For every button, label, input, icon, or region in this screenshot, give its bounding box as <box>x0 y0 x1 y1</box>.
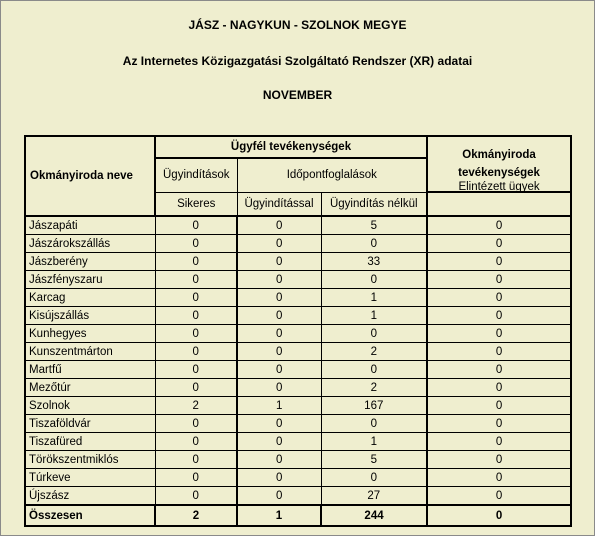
table-row <box>25 451 571 469</box>
elintezett-cell: 0 <box>427 361 571 379</box>
sikeres-cell: 0 <box>155 271 237 289</box>
office-name-cell: Kisújszállás <box>25 307 155 325</box>
total-elintezett: 0 <box>427 505 571 526</box>
ugyinditassal-cell: 0 <box>237 469 321 487</box>
header-office-activities: Okmányiroda tevékenységek <box>427 136 571 192</box>
office-name-cell: Tiszaföldvár <box>25 415 155 433</box>
ugyinditassal-cell: 0 <box>237 271 321 289</box>
office-name-cell: Törökszentmiklós <box>25 451 155 469</box>
office-name-cell: Jászfényszaru <box>25 271 155 289</box>
office-name-cell: Tiszafüred <box>25 433 155 451</box>
sikeres-cell: 0 <box>155 433 237 451</box>
elintezett-cell: 0 <box>427 253 571 271</box>
office-name-cell: Túrkeve <box>25 469 155 487</box>
header-office-name: Okmányiroda neve <box>25 136 155 216</box>
ugyinditassal-cell: 0 <box>237 451 321 469</box>
ugyinditas-nelkul-cell: 2 <box>321 343 427 361</box>
total-ugyinditassal: 1 <box>237 505 321 526</box>
sikeres-cell: 0 <box>155 307 237 325</box>
ugyinditassal-cell: 0 <box>237 487 321 506</box>
sikeres-cell: 0 <box>155 379 237 397</box>
sikeres-cell: 0 <box>155 469 237 487</box>
ugyinditas-nelkul-cell: 33 <box>321 253 427 271</box>
sikeres-cell: 0 <box>155 289 237 307</box>
report-subtitle: Az Internetes Közigazgatási Szolgáltató Rendszer (XR) adatai <box>122 54 473 68</box>
office-name-cell: Kunhegyes <box>25 325 155 343</box>
elintezett-cell: 0 <box>427 397 571 415</box>
sikeres-cell: 0 <box>155 253 237 271</box>
total-ugyinditas-nelkul: 244 <box>321 505 427 526</box>
elintezett-cell: 0 <box>427 433 571 451</box>
ugyinditas-nelkul-cell: 2 <box>321 379 427 397</box>
header-client-activities: Ügyfél tevékenységek <box>155 136 427 158</box>
sikeres-cell: 0 <box>155 216 237 235</box>
office-name-cell: Újszász <box>25 487 155 506</box>
office-name-cell: Martfű <box>25 361 155 379</box>
sikeres-cell: 0 <box>155 487 237 506</box>
office-name-cell: Jászárokszállás <box>25 235 155 253</box>
ugyinditas-nelkul-cell: 1 <box>321 433 427 451</box>
header-ugyinditassal: Ügyindítással <box>237 192 321 216</box>
header-idopontfoglalasok: Időpontfoglalások <box>237 158 427 192</box>
ugyinditas-nelkul-cell: 0 <box>321 325 427 343</box>
table-row <box>25 325 571 343</box>
header-ugyinditas-nelkul: Ügyindítás nélkül <box>321 192 427 216</box>
table-row <box>25 361 571 379</box>
ugyinditas-nelkul-cell: 0 <box>321 469 427 487</box>
ugyinditas-nelkul-cell: 1 <box>321 289 427 307</box>
office-name-cell: Jászberény <box>25 253 155 271</box>
ugyinditassal-cell: 0 <box>237 379 321 397</box>
ugyinditassal-cell: 0 <box>237 253 321 271</box>
office-name-cell: Szolnok <box>25 397 155 415</box>
table-row <box>25 397 571 415</box>
office-name-cell: Kunszentmárton <box>25 343 155 361</box>
elintezett-cell: 0 <box>427 415 571 433</box>
office-name-cell: Mezőtúr <box>25 379 155 397</box>
header-elintezett-label: Elintézett ügyek <box>458 181 540 193</box>
header-ugyinditasok: Ügyindítások <box>155 158 237 192</box>
elintezett-cell: 0 <box>427 325 571 343</box>
elintezett-cell: 0 <box>427 289 571 307</box>
ugyinditassal-cell: 0 <box>237 307 321 325</box>
elintezett-cell: 0 <box>427 216 571 235</box>
table-row <box>25 487 571 506</box>
report-month: NOVEMBER <box>262 88 333 102</box>
header-sikeres: Sikeres <box>155 192 237 216</box>
total-row <box>25 505 571 526</box>
table-row <box>25 289 571 307</box>
county-title: JÁSZ - NAGYKUN - SZOLNOK MEGYE <box>188 18 407 32</box>
table-row <box>25 271 571 289</box>
ugyinditassal-cell: 0 <box>237 325 321 343</box>
elintezett-cell: 0 <box>427 451 571 469</box>
elintezett-cell: 0 <box>427 271 571 289</box>
sikeres-cell: 0 <box>155 415 237 433</box>
ugyinditassal-cell: 0 <box>237 415 321 433</box>
ugyinditas-nelkul-cell: 0 <box>321 271 427 289</box>
ugyinditassal-cell: 0 <box>237 433 321 451</box>
sikeres-cell: 0 <box>155 325 237 343</box>
sikeres-cell: 0 <box>155 343 237 361</box>
sikeres-cell: 0 <box>155 451 237 469</box>
table-row <box>25 216 571 235</box>
ugyinditas-nelkul-cell: 27 <box>321 487 427 506</box>
elintezett-cell: 0 <box>427 469 571 487</box>
table-row <box>25 433 571 451</box>
table-row <box>25 235 571 253</box>
elintezett-cell: 0 <box>427 343 571 361</box>
elintezett-cell: 0 <box>427 487 571 506</box>
table-row <box>25 379 571 397</box>
total-label: Összesen <box>25 505 155 526</box>
ugyinditas-nelkul-cell: 1 <box>321 307 427 325</box>
table-row <box>25 415 571 433</box>
ugyinditas-nelkul-cell: 0 <box>321 361 427 379</box>
table-row <box>25 307 571 325</box>
ugyinditas-nelkul-cell: 5 <box>321 451 427 469</box>
total-sikeres: 2 <box>155 505 237 526</box>
ugyinditassal-cell: 0 <box>237 289 321 307</box>
header-elintezett-ugyek <box>427 181 571 216</box>
elintezett-cell: 0 <box>427 379 571 397</box>
sikeres-cell: 0 <box>155 235 237 253</box>
ugyinditassal-cell: 0 <box>237 216 321 235</box>
statistics-table <box>24 135 572 527</box>
elintezett-cell: 0 <box>427 235 571 253</box>
ugyinditassal-cell: 0 <box>237 235 321 253</box>
table-row <box>25 343 571 361</box>
office-name-cell: Jászapáti <box>25 216 155 235</box>
ugyinditas-nelkul-cell: 167 <box>321 397 427 415</box>
sikeres-cell: 0 <box>155 361 237 379</box>
ugyinditas-nelkul-cell: 0 <box>321 415 427 433</box>
ugyinditas-nelkul-cell: 5 <box>321 216 427 235</box>
ugyinditassal-cell: 0 <box>237 343 321 361</box>
ugyinditassal-cell: 1 <box>237 397 321 415</box>
table-row <box>25 469 571 487</box>
sikeres-cell: 2 <box>155 397 237 415</box>
table-row <box>25 253 571 271</box>
office-name-cell: Karcag <box>25 289 155 307</box>
ugyinditassal-cell: 0 <box>237 361 321 379</box>
ugyinditas-nelkul-cell: 0 <box>321 235 427 253</box>
elintezett-cell: 0 <box>427 307 571 325</box>
